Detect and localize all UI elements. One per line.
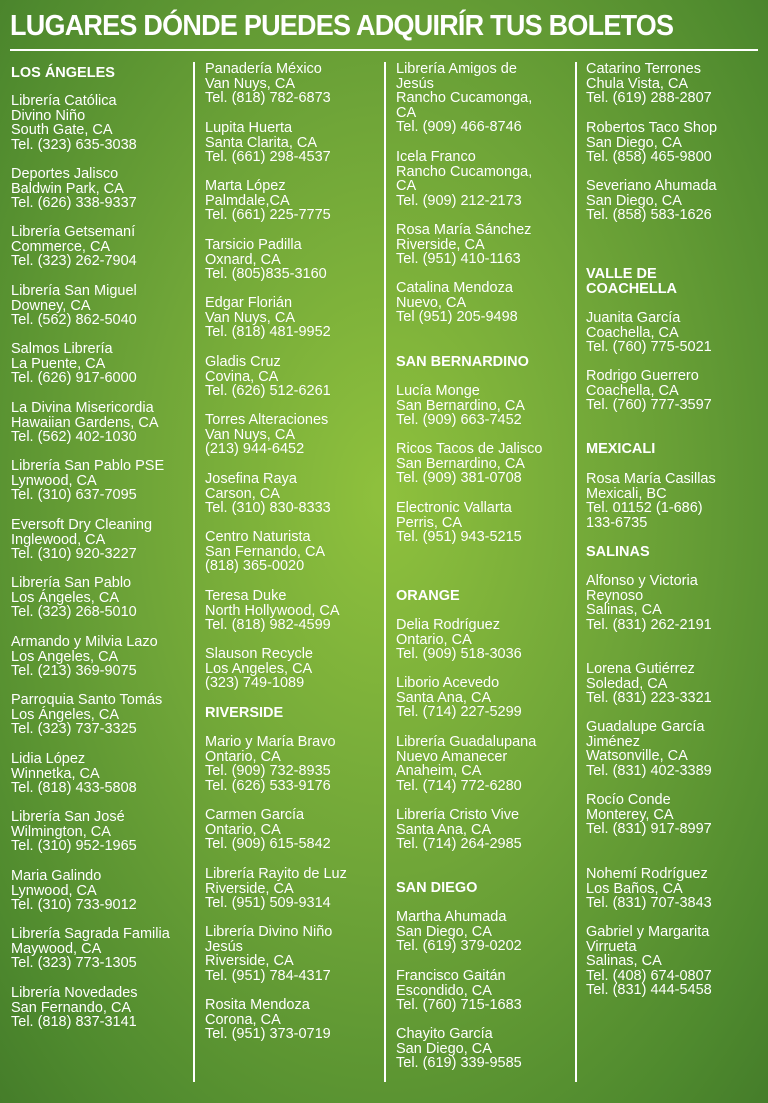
- vendor-entry: [205, 62, 331, 106]
- vendor-name: Salmos Librería: [11, 341, 113, 357]
- vendor-name: Librería San José: [11, 809, 125, 825]
- vendor-detail: Tel. (858) 583-1626: [586, 207, 712, 224]
- vendor-detail: Santa Ana, CA: [396, 821, 492, 838]
- vendor-entry: [11, 225, 137, 269]
- vendor-name: Catarino Terrones: [586, 61, 701, 77]
- vendor-name: Chayito García: [396, 1026, 493, 1042]
- vendor-detail: Tel. (323) 737-3325: [11, 721, 137, 738]
- vendor-detail: Virrueta: [586, 938, 637, 955]
- vendor-entry: [586, 925, 712, 998]
- vendor-entry: [586, 867, 712, 911]
- vendor-name: Martha Ahumada: [396, 909, 507, 925]
- region-heading-text: SAN DIEGO: [396, 880, 478, 896]
- vendor-detail: CA: [396, 104, 417, 121]
- vendor-detail: Tel. (831) 402-3389: [586, 762, 712, 779]
- vendor-detail: Tel. (951) 373-0719: [205, 1026, 331, 1043]
- vendor-detail: Coachella, CA: [586, 324, 679, 341]
- vendor-name: Robertos Taco Shop: [586, 120, 718, 136]
- column-2: [205, 62, 377, 1082]
- vendor-detail: Tel. (619) 288-2807: [586, 90, 712, 107]
- vendor-detail: Tel. (760) 775-5021: [586, 339, 712, 356]
- vendor-detail: Chula Vista, CA: [586, 75, 689, 92]
- vendor-detail: Tel. (310) 733-9012: [11, 897, 137, 914]
- vendor-detail: Tel. (818) 982-4599: [205, 617, 331, 634]
- vendor-detail: Tel. (818) 782-6873: [205, 90, 331, 107]
- vendor-detail: North Hollywood, CA: [205, 602, 340, 619]
- vendor-detail: Tel. 01152 (1-686): [586, 500, 703, 517]
- vendor-detail: Tel. (909) 663-7452: [396, 412, 522, 429]
- vendor-name: Tarsicio Padilla: [205, 237, 302, 253]
- vendor-detail: Jesús: [205, 938, 243, 955]
- vendor-detail: San Diego, CA: [396, 1040, 492, 1057]
- vendor-detail: Tel. (661) 298-4537: [205, 149, 331, 166]
- vendor-detail: Riverside, CA: [205, 880, 294, 897]
- vendor-entry: [586, 369, 712, 413]
- region-heading: [396, 881, 477, 896]
- vendor-name: Panadería México: [205, 61, 322, 77]
- vendor-detail: CA: [396, 178, 417, 195]
- vendor-detail: San Fernando, CA: [11, 999, 132, 1016]
- vendor-name: La Divina Misericordia: [11, 400, 154, 416]
- vendor-detail: San Diego, CA: [586, 192, 682, 209]
- vendor-detail: Tel. (818) 433-5808: [11, 780, 137, 797]
- region-heading-text: MEXICALI: [586, 441, 656, 457]
- vendor-detail: San Fernando, CA: [205, 543, 326, 560]
- vendor-entry: [205, 296, 331, 340]
- vendor-entry: [396, 676, 522, 720]
- vendor-name: Severiano Ahumada: [586, 178, 717, 194]
- vendor-detail: San Diego, CA: [396, 923, 492, 940]
- vendor-name: Carmen García: [205, 807, 305, 823]
- vendor-name: Librería Cristo Vive: [396, 807, 520, 823]
- vendor-detail: Reynoso: [586, 587, 644, 604]
- vendor-entry: [11, 927, 170, 971]
- vendor-detail: Tel. (310) 952-1965: [11, 838, 137, 855]
- vendor-entry: [396, 910, 522, 954]
- vendor-name: Rosa María Casillas: [586, 471, 716, 487]
- vendor-detail: Tel. (858) 465-9800: [586, 149, 712, 166]
- vendor-detail: Tel. (408) 674-0807: [586, 967, 712, 984]
- region-heading-text: COACHELLA: [586, 281, 678, 297]
- vendor-name: Rosita Mendoza: [205, 997, 310, 1013]
- vendor-detail: Tel. (951) 410-1163: [396, 251, 521, 268]
- vendor-detail: Los Ángeles, CA: [11, 589, 120, 606]
- vendor-name: Marta López: [205, 178, 286, 194]
- vendor-name: Alfonso y Victoria: [586, 573, 698, 589]
- vendor-detail: Commerce, CA: [11, 238, 111, 255]
- vendor-name: Lorena Gutiérrez: [586, 661, 695, 677]
- region-heading: [11, 66, 115, 81]
- vendor-detail: Tel. (831) 223-3321: [586, 690, 712, 707]
- vendor-entry: [205, 998, 331, 1042]
- vendor-name: Delia Rodríguez: [396, 617, 500, 633]
- vendor-entry: [205, 735, 336, 793]
- vendor-name: Librería Rayito de Luz: [205, 866, 347, 882]
- vendor-entry: [205, 867, 347, 911]
- vendor-detail: Coachella, CA: [586, 382, 679, 399]
- vendor-detail: Jesús: [396, 75, 434, 92]
- vendor-entry: [396, 618, 522, 662]
- vendor-entry: [11, 869, 137, 913]
- vendor-detail: Tel. (805)835-3160: [205, 266, 327, 283]
- vendor-entry: [11, 752, 137, 796]
- vendor-detail: Tel. (562) 402-1030: [11, 429, 137, 446]
- vendor-entry: [205, 413, 328, 457]
- vendor-entry: [11, 94, 137, 152]
- vendor-name: Francisco Gaitán: [396, 968, 506, 984]
- vendor-detail: Tel. (323) 773-1305: [11, 955, 137, 972]
- vendor-entry: [11, 342, 137, 386]
- vendor-entry: [11, 635, 158, 679]
- vendor-detail: Lynwood, CA: [11, 882, 97, 899]
- vendor-entry: [396, 808, 522, 852]
- vendor-entry: [11, 810, 137, 854]
- vendor-detail: Tel. (323) 268-5010: [11, 604, 137, 621]
- vendor-detail: San Bernardino, CA: [396, 455, 525, 472]
- vendor-name: Librería San Miguel: [11, 283, 137, 299]
- vendor-detail: Tel. (626) 533-9176: [205, 777, 331, 794]
- vendor-name: Catalina Mendoza: [396, 280, 513, 296]
- region-heading-text: ORANGE: [396, 588, 460, 604]
- vendor-name: Gladis Cruz: [205, 354, 281, 370]
- vendor-detail: Tel. (714) 227-5299: [396, 704, 522, 721]
- vendor-detail: Nuevo Amanecer: [396, 748, 508, 765]
- column-divider-1: [193, 62, 195, 1082]
- vendor-detail: Tel. (760) 777-3597: [586, 397, 712, 414]
- vendor-detail: Los Baños, CA: [586, 880, 683, 897]
- vendor-detail: Tel. (562) 862-5040: [11, 312, 137, 329]
- vendor-name: Librería Amigos de: [396, 61, 517, 77]
- vendor-name: Torres Alteraciones: [205, 412, 329, 428]
- vendor-detail: Santa Clarita, CA: [205, 134, 318, 151]
- region-heading: [205, 706, 283, 721]
- vendor-entry: [11, 576, 137, 620]
- vendor-detail: Corona, CA: [205, 1011, 281, 1028]
- vendor-detail: Lynwood, CA: [11, 472, 97, 489]
- vendor-name: Librería San Pablo PSE: [11, 458, 165, 474]
- vendor-name: Gabriel y Margarita: [586, 924, 710, 940]
- vendor-name: Nohemí Rodríguez: [586, 866, 708, 882]
- vendor-detail: Tel. (310) 830-8333: [205, 500, 331, 517]
- vendor-detail: Soledad, CA: [586, 675, 668, 692]
- vendor-entry: [205, 530, 325, 574]
- vendor-entry: [396, 969, 522, 1013]
- vendor-detail: Watsonville, CA: [586, 748, 688, 765]
- vendor-detail: Van Nuys, CA: [205, 426, 295, 443]
- vendor-detail: Jiménez: [586, 733, 640, 750]
- vendor-detail: Rancho Cucamonga,: [396, 163, 533, 180]
- vendor-detail: Tel. (760) 715-1683: [396, 997, 522, 1014]
- vendor-detail: Van Nuys, CA: [205, 75, 295, 92]
- vendor-detail: Tel. (310) 637-7095: [11, 487, 137, 504]
- vendor-name: Teresa Duke: [205, 588, 287, 604]
- vendor-entry: [396, 384, 525, 428]
- vendor-name: Edgar Florián: [205, 295, 293, 311]
- vendor-detail: Inglewood, CA: [11, 531, 106, 548]
- vendor-entry: [396, 442, 542, 486]
- vendor-entry: [586, 574, 712, 632]
- vendor-detail: Divino Niño: [11, 107, 86, 124]
- vendor-detail: Ontario, CA: [205, 821, 281, 838]
- vendor-name: Rocío Conde: [586, 792, 671, 808]
- column-3: [396, 62, 568, 1082]
- vendor-detail: (818) 365-0020: [205, 558, 305, 575]
- column-divider-2: [384, 62, 386, 1082]
- vendor-name: Icela Franco: [396, 149, 476, 165]
- vendor-detail: Tel. (661) 225-7775: [205, 207, 331, 224]
- vendor-detail: Tel. (909) 518-3036: [396, 646, 522, 663]
- vendor-entry: [11, 986, 138, 1030]
- vendor-detail: Santa Ana, CA: [396, 689, 492, 706]
- vendor-detail: Tel. (831) 444-5458: [586, 982, 712, 999]
- vendor-name: Librería Sagrada Familia: [11, 926, 170, 942]
- vendor-name: Librería Getsemaní: [11, 224, 136, 240]
- region-heading-text: SALINAS: [586, 544, 650, 560]
- column-divider-3: [575, 62, 577, 1082]
- vendor-detail: Mexicali, BC: [586, 485, 667, 502]
- vendor-detail: Escondido, CA: [396, 982, 492, 999]
- vendor-detail: Ontario, CA: [396, 631, 472, 648]
- vendor-name: Librería Novedades: [11, 985, 138, 1001]
- vendor-detail: Tel. (831) 262-2191: [586, 616, 712, 633]
- vendor-entry: [396, 281, 518, 325]
- vendor-detail: Tel. (714) 264-2985: [396, 836, 522, 853]
- vendor-detail: Maywood, CA: [11, 940, 102, 957]
- vendor-detail: La Puente, CA: [11, 355, 106, 372]
- vendor-name: Ricos Tacos de Jalisco: [396, 441, 543, 457]
- vendor-detail: Los Angeles, CA: [205, 660, 313, 677]
- vendor-detail: Tel. (831) 707-3843: [586, 895, 712, 912]
- vendor-detail: Nuevo, CA: [396, 294, 467, 311]
- vendor-entry: [586, 179, 717, 223]
- region-heading-text: RIVERSIDE: [205, 705, 284, 721]
- vendor-detail: Van Nuys, CA: [205, 309, 295, 326]
- region-heading-text: VALLE DE: [586, 266, 657, 282]
- region-heading: [586, 267, 677, 297]
- title-divider: [10, 49, 758, 51]
- vendor-detail: Hawaiian Gardens, CA: [11, 414, 159, 431]
- vendor-entry: [396, 735, 536, 793]
- region-heading-text: LOS ÁNGELES: [11, 65, 115, 81]
- vendor-entry: [11, 518, 152, 562]
- vendor-name: Armando y Milvia Lazo: [11, 634, 158, 650]
- vendor-entry: [586, 662, 712, 706]
- vendor-name: Rodrigo Guerrero: [586, 368, 699, 384]
- vendor-detail: Tel. (818) 481-9952: [205, 324, 331, 341]
- vendor-entry: [205, 808, 331, 852]
- vendor-detail: Salinas, CA: [586, 953, 662, 970]
- vendor-detail: Tel. (818) 837-3141: [11, 1014, 137, 1031]
- vendor-detail: Anaheim, CA: [396, 763, 482, 780]
- vendor-detail: Tel (951) 205-9498: [396, 309, 518, 326]
- vendor-detail: Los Ángeles, CA: [11, 706, 120, 723]
- region-heading-text: SAN BERNARDINO: [396, 354, 529, 370]
- vendor-entry: [11, 284, 137, 328]
- vendor-detail: Downey, CA: [11, 297, 91, 314]
- vendor-detail: Salinas, CA: [586, 602, 662, 619]
- vendor-detail: San Diego, CA: [586, 134, 682, 151]
- vendor-detail: Tel. (909) 732-8935: [205, 763, 331, 780]
- vendor-name: Centro Naturista: [205, 529, 311, 545]
- vendor-detail: San Bernardino, CA: [396, 397, 525, 414]
- vendor-detail: Tel. (951) 509-9314: [205, 895, 331, 912]
- region-heading: [586, 442, 655, 457]
- vendor-name: Electronic Vallarta: [396, 500, 512, 516]
- vendor-entry: [205, 472, 331, 516]
- column-4: [586, 62, 762, 1082]
- vendor-name: Rosa María Sánchez: [396, 222, 532, 238]
- vendor-name: Parroquia Santo Tomás: [11, 692, 163, 708]
- vendor-name: Librería Guadalupana: [396, 734, 537, 750]
- vendor-entry: [586, 62, 712, 106]
- region-heading: [396, 589, 460, 604]
- vendor-entry: [586, 793, 712, 837]
- vendor-detail: Tel. (909) 212-2173: [396, 192, 522, 209]
- vendor-name: Liborio Acevedo: [396, 675, 500, 691]
- vendor-detail: Ontario, CA: [205, 748, 281, 765]
- vendor-entry: [205, 179, 331, 223]
- vendor-detail: 133-6735: [586, 514, 648, 531]
- vendor-detail: Tel. (951) 784-4317: [205, 967, 331, 984]
- vendor-name: Slauson Recycle: [205, 646, 313, 662]
- vendor-detail: Los Angeles, CA: [11, 648, 119, 665]
- vendor-name: Lidia López: [11, 751, 86, 767]
- vendor-name: Librería San Pablo: [11, 575, 132, 591]
- vendor-detail: Perris, CA: [396, 514, 463, 531]
- vendor-entry: [205, 238, 327, 282]
- vendor-detail: Wilmington, CA: [11, 823, 111, 840]
- vendor-detail: South Gate, CA: [11, 122, 113, 139]
- vendor-entry: [396, 501, 522, 545]
- vendor-detail: Tel. (626) 512-6261: [205, 383, 331, 400]
- vendor-detail: Carson, CA: [205, 485, 280, 502]
- vendor-entry: [11, 401, 159, 445]
- vendor-name: Deportes Jalisco: [11, 166, 119, 182]
- vendor-name: Guadalupe García: [586, 719, 705, 735]
- vendor-entry: [586, 472, 716, 530]
- vendor-detail: Monterey, CA: [586, 806, 674, 823]
- vendor-entry: [205, 121, 331, 165]
- vendor-detail: Tel. (310) 920-3227: [11, 546, 137, 563]
- vendor-entry: [586, 311, 712, 355]
- vendor-name: Lupita Huerta: [205, 120, 293, 136]
- vendor-detail: Palmdale,CA: [205, 192, 290, 209]
- vendor-entry: [205, 355, 331, 399]
- vendor-detail: Riverside, CA: [396, 236, 485, 253]
- page-title: LUGARES DÓNDE PUEDES ADQUIRÍR TUS BOLETOS: [10, 10, 674, 42]
- vendor-entry: [11, 459, 164, 503]
- vendor-detail: Rancho Cucamonga,: [396, 90, 533, 107]
- vendor-detail: Tel. (909) 381-0708: [396, 470, 522, 487]
- vendor-detail: Tel. (619) 339-9585: [396, 1055, 522, 1072]
- vendor-name: Lucía Monge: [396, 383, 480, 399]
- vendor-detail: Tel. (909) 615-5842: [205, 836, 331, 853]
- vendor-detail: Tel. (323) 262-7904: [11, 253, 137, 270]
- vendor-name: Juanita García: [586, 310, 681, 326]
- column-1: [11, 62, 189, 1082]
- vendor-entry: [586, 121, 717, 165]
- vendor-entry: [396, 62, 532, 135]
- vendor-detail: Tel. (619) 379-0202: [396, 938, 522, 955]
- vendor-name: Mario y María Bravo: [205, 734, 336, 750]
- vendor-detail: Tel. (951) 943-5215: [396, 529, 522, 546]
- vendor-detail: Riverside, CA: [205, 953, 294, 970]
- vendor-name: Librería Católica: [11, 93, 117, 109]
- vendor-detail: Tel. (626) 917-6000: [11, 370, 137, 387]
- vendor-entry: [396, 223, 531, 267]
- vendor-entry: [205, 589, 340, 633]
- vendor-detail: Oxnard, CA: [205, 251, 281, 268]
- vendor-name: Josefina Raya: [205, 471, 297, 487]
- vendor-detail: Tel. (626) 338-9337: [11, 195, 137, 212]
- region-heading: [586, 545, 650, 560]
- vendor-entry: [396, 1027, 522, 1071]
- region-heading: [396, 355, 529, 370]
- vendor-name: Maria Galindo: [11, 868, 102, 884]
- vendor-detail: Covina, CA: [205, 368, 279, 385]
- vendor-detail: Baldwin Park, CA: [11, 180, 124, 197]
- vendor-detail: Tel. (213) 369-9075: [11, 663, 137, 680]
- vendor-detail: Tel. (714) 772-6280: [396, 777, 522, 794]
- vendor-entry: [396, 150, 532, 208]
- vendor-detail: (213) 944-6452: [205, 441, 305, 458]
- vendor-detail: Tel. (323) 635-3038: [11, 136, 137, 153]
- vendor-entry: [205, 647, 313, 691]
- vendor-entry: [205, 925, 332, 983]
- vendor-entry: [586, 720, 712, 778]
- vendor-name: Librería Divino Niño: [205, 924, 333, 940]
- vendor-detail: Tel. (831) 917-8997: [586, 821, 712, 838]
- vendor-detail: (323) 749-1089: [205, 675, 305, 692]
- vendor-name: Eversoft Dry Cleaning: [11, 517, 153, 533]
- vendor-entry: [11, 693, 162, 737]
- vendor-detail: Winnetka, CA: [11, 765, 100, 782]
- vendor-detail: Tel. (909) 466-8746: [396, 119, 522, 136]
- vendor-entry: [11, 167, 137, 211]
